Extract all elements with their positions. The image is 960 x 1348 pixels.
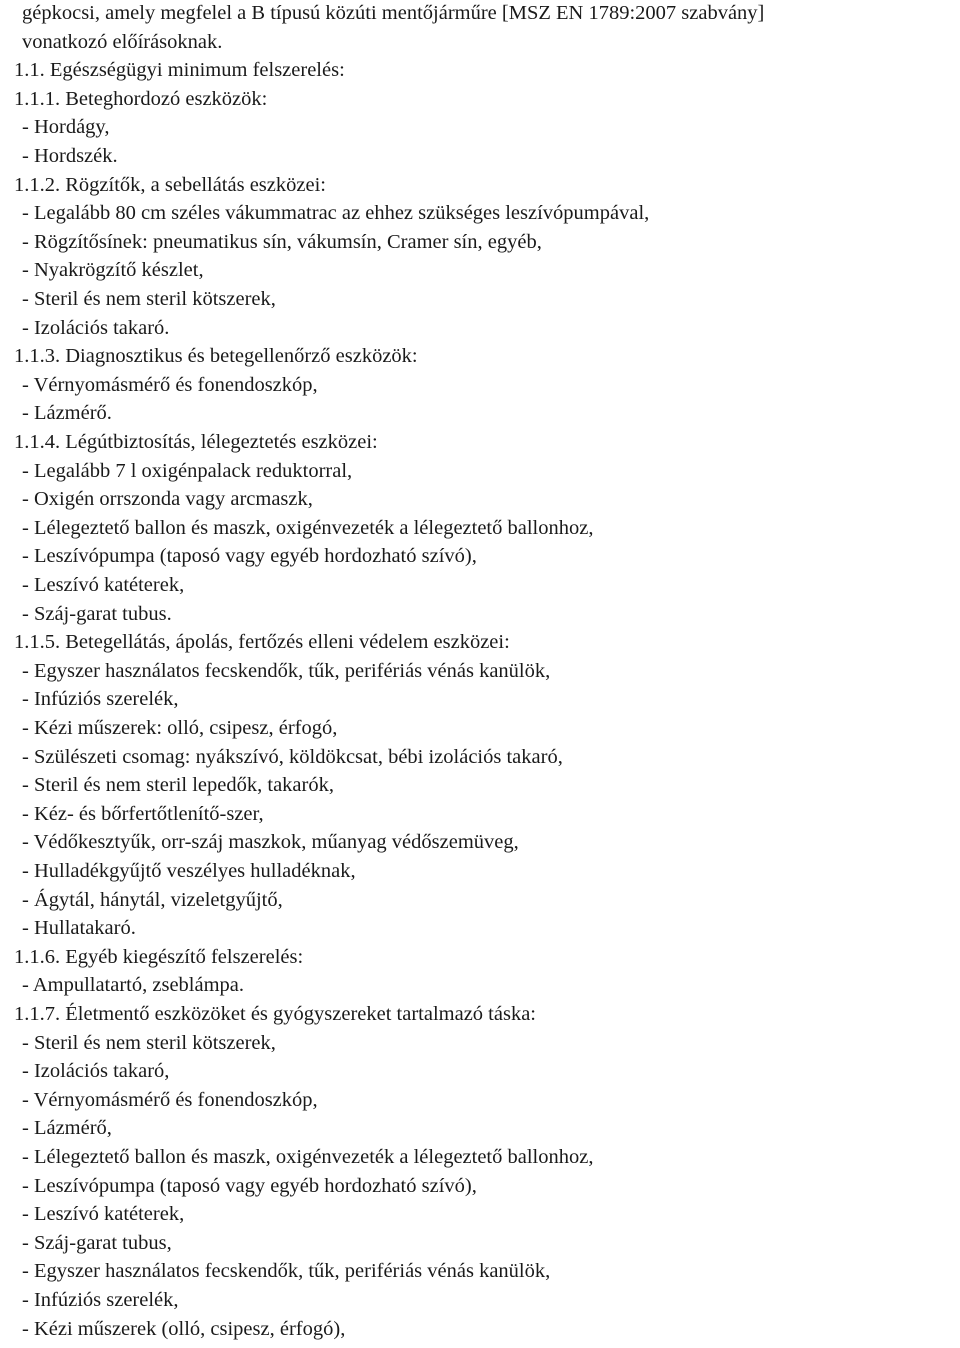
section-heading: 1.1.6. Egyéb kiegészítő felszerelés: (14, 945, 304, 968)
list-item: gépkocsi, amely megfelel a B típusú közúti mentőjárműre [MSZ EN 1789:2007 szabvány] (22, 2, 765, 24)
list-item: - Legalább 7 l oxigénpalack reduktorral, (22, 459, 353, 482)
list-item: - Ágytál, hánytál, vizeletgyűjtő, (22, 888, 283, 911)
list-item: - Leszívópumpa (taposó vagy egyéb hordozható szívó), (22, 1174, 477, 1197)
list-item: - Ampullatartó, zseblámpa. (22, 974, 245, 997)
list-item: - Leszívó katéterek, (22, 574, 185, 596)
list-item: vonatkozó előírásoknak. (22, 30, 223, 53)
list-item: - Lázmérő. (22, 402, 112, 425)
list-item: - Oxigén orrszonda vagy arcmaszk, (22, 488, 313, 511)
list-item: - Infúziós szerelék, (22, 1289, 179, 1311)
list-item: - Lázmérő, (22, 1117, 112, 1140)
section-heading: 1.1.4. Légútbiztosítás, lélegeztetés eszközei: (14, 431, 378, 453)
list-item: - Egyszer használatos fecskendők, tűk, perifériás vénás kanülök, (22, 659, 551, 682)
list-item: - Vérnyomásmérő és fonendoszkóp, (22, 373, 318, 396)
list-item: - Vérnyomásmérő és fonendoszkóp, (22, 1088, 318, 1111)
list-item: - Szülészeti csomag: nyákszívó, köldökcsat, bébi izolációs takaró, (22, 745, 563, 768)
list-item: - Védőkesztyűk, orr-száj maszkok, műanyag védőszemüveg, (22, 831, 519, 854)
section-heading: 1.1. Egészségügyi minimum felszerelés: (14, 59, 345, 82)
list-item: - Steril és nem steril lepedők, takarók, (22, 774, 334, 797)
section-heading: 1.1.1. Beteghordozó eszközök: (14, 87, 268, 110)
list-item: - Izolációs takaró. (22, 316, 170, 339)
list-item: - Steril és nem steril kötszerek, (22, 288, 276, 310)
list-item: - Hullatakaró. (22, 917, 136, 940)
list-item: - Egyszer használatos fecskendők, tűk, perifériás vénás kanülök, (22, 1260, 551, 1283)
list-item: - Izolációs takaró, (22, 1060, 170, 1083)
section-heading: 1.1.5. Betegellátás, ápolás, fertőzés elleni védelem eszközei: (14, 631, 510, 654)
list-item: - Leszívópumpa (taposó vagy egyéb hordozható szívó), (22, 545, 477, 568)
list-item: - Rögzítősínek: pneumatikus sín, vákumsín, Cramer sín, egyéb, (22, 230, 542, 253)
list-item: - Lélegeztető ballon és maszk, oxigénvezeték a lélegeztető ballonhoz, (22, 1146, 594, 1168)
list-item: - Hordágy, (22, 116, 110, 139)
list-item: - Kézi műszerek (olló, csipesz, érfogó), (22, 1317, 346, 1340)
list-item: - Leszívó katéterek, (22, 1203, 185, 1226)
list-item: - Infúziós szerelék, (22, 688, 179, 711)
section-heading: 1.1.3. Diagnosztikus és betegellenőrző eszközök: (14, 345, 418, 368)
list-item: - Legalább 80 cm széles vákummatrac az ehhez szükséges leszívópumpával, (22, 202, 650, 225)
list-item: - Hordszék. (22, 145, 118, 167)
list-item: - Nyakrögzítő készlet, (22, 259, 204, 282)
list-item: - Száj-garat tubus. (22, 602, 172, 625)
list-item: - Lélegeztető ballon és maszk, oxigénvezeték a lélegeztető ballonhoz, (22, 516, 594, 539)
section-heading: 1.1.2. Rögzítők, a sebellátás eszközei: (14, 173, 326, 196)
list-item: - Száj-garat tubus, (22, 1231, 172, 1254)
list-item: - Kéz- és bőrfertőtlenítő-szer, (22, 802, 264, 825)
list-item: - Kézi műszerek: olló, csipesz, érfogó, (22, 717, 338, 739)
section-heading: 1.1.7. Életmentő eszközöket és gyógyszereket tartalmazó táska: (14, 1003, 536, 1025)
list-item: - Steril és nem steril kötszerek, (22, 1031, 276, 1054)
list-item: - Hulladékgyűjtő veszélyes hulladéknak, (22, 860, 356, 882)
